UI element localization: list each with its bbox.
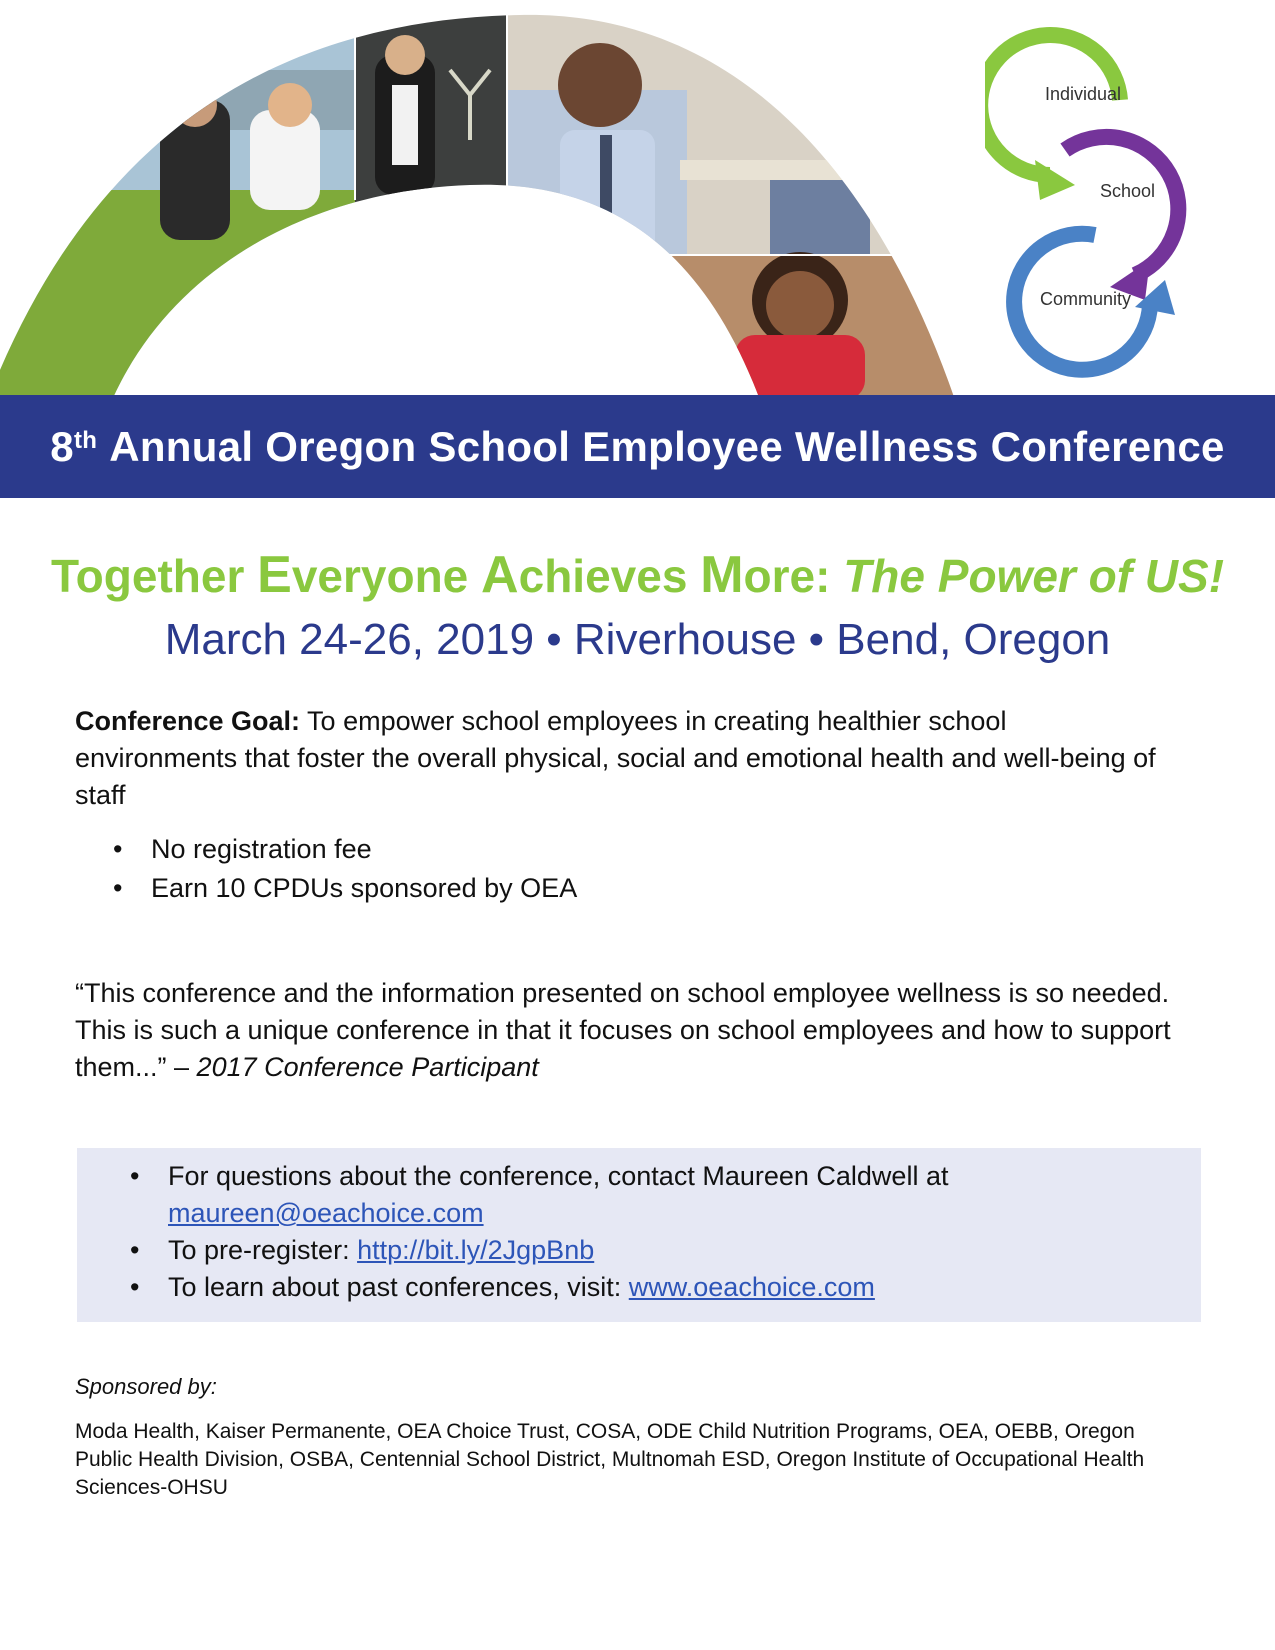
photo-teacher-smiling: [507, 0, 955, 255]
tagline-word: ore:: [743, 550, 844, 602]
questions-text: For questions about the conference, contact Maureen Caldwell at: [168, 1161, 949, 1191]
participant-quote: [75, 975, 1185, 1086]
list-item: [130, 1158, 1180, 1232]
tagline-word: veryone: [291, 550, 482, 602]
conference-tagline: [0, 545, 1275, 605]
past-conferences-text: To learn about past conferences, visit:: [168, 1272, 629, 1302]
individual-arrow: [985, 35, 1120, 200]
tagline-letter: A: [481, 546, 519, 604]
website-link[interactable]: www.oeachoice.com: [628, 1272, 875, 1302]
tagline-letter: M: [700, 546, 744, 604]
sponsors-label: Sponsored by:: [75, 1374, 217, 1399]
register-link[interactable]: http://bit.ly/2JgpBnb: [357, 1235, 595, 1265]
banner-ordinal-suffix: th: [73, 426, 98, 454]
tagline-word: Together: [50, 550, 258, 602]
highlights-list: [113, 830, 577, 908]
quote-text: “This conference and the information presented on school employee wellness is so needed. This is such a unique conference in that it focuses on school employees and how to support them...” –: [75, 978, 1171, 1082]
cycle-label-individual: Individual: [1045, 84, 1122, 104]
quote-attribution: 2017 Conference Participant: [196, 1052, 539, 1082]
banner-title: Annual Oregon School Employee Wellness Conference: [109, 422, 1225, 470]
list-item: • No registration fee: [113, 830, 577, 869]
goal-label: Conference Goal:: [75, 706, 301, 736]
photo-teacher-chalkboard: [355, 0, 507, 400]
conference-goal: [75, 703, 1175, 814]
photo-student-woman: [550, 252, 955, 400]
individual-school-community-cycle: [985, 15, 1230, 385]
list-item: [130, 1232, 1180, 1269]
title-banner: [0, 395, 1275, 498]
tagline-letter: E: [257, 546, 292, 604]
list-item: • Earn 10 CPDUs sponsored by OEA: [113, 869, 577, 908]
school-arrow: [1065, 137, 1178, 300]
photo-teachers-walking: [0, 0, 355, 400]
contact-list: [130, 1158, 1180, 1306]
cycle-label-school: School: [1100, 181, 1156, 201]
list-item: [130, 1269, 1180, 1306]
banner-ordinal: 8: [50, 422, 74, 470]
date-location: March 24-26, 2019 • Riverhouse • Bend, Oregon: [164, 615, 1111, 664]
register-text: To pre-register:: [168, 1235, 358, 1265]
goal-text: To empower school employees in creating healthier school environments that foster the overall physical, social and emotional health and well-being of staff: [75, 706, 1156, 810]
sponsors-list: Moda Health, Kaiser Permanente, OEA Choice Trust, COSA, ODE Child Nutrition Programs, OEA, OEBB, Oregon Public Health Division, OSBA, Centennial School District, Multnomah ESD, Oregon Institute of Occupational Health Sciences-OHSU: [75, 1420, 1145, 1499]
cycle-label-community: Community: [1040, 289, 1132, 309]
email-link[interactable]: maureen@oeachoice.com: [168, 1198, 484, 1228]
tagline-word: chieves: [518, 550, 701, 602]
tagline-italic: The Power of US!: [843, 550, 1225, 602]
